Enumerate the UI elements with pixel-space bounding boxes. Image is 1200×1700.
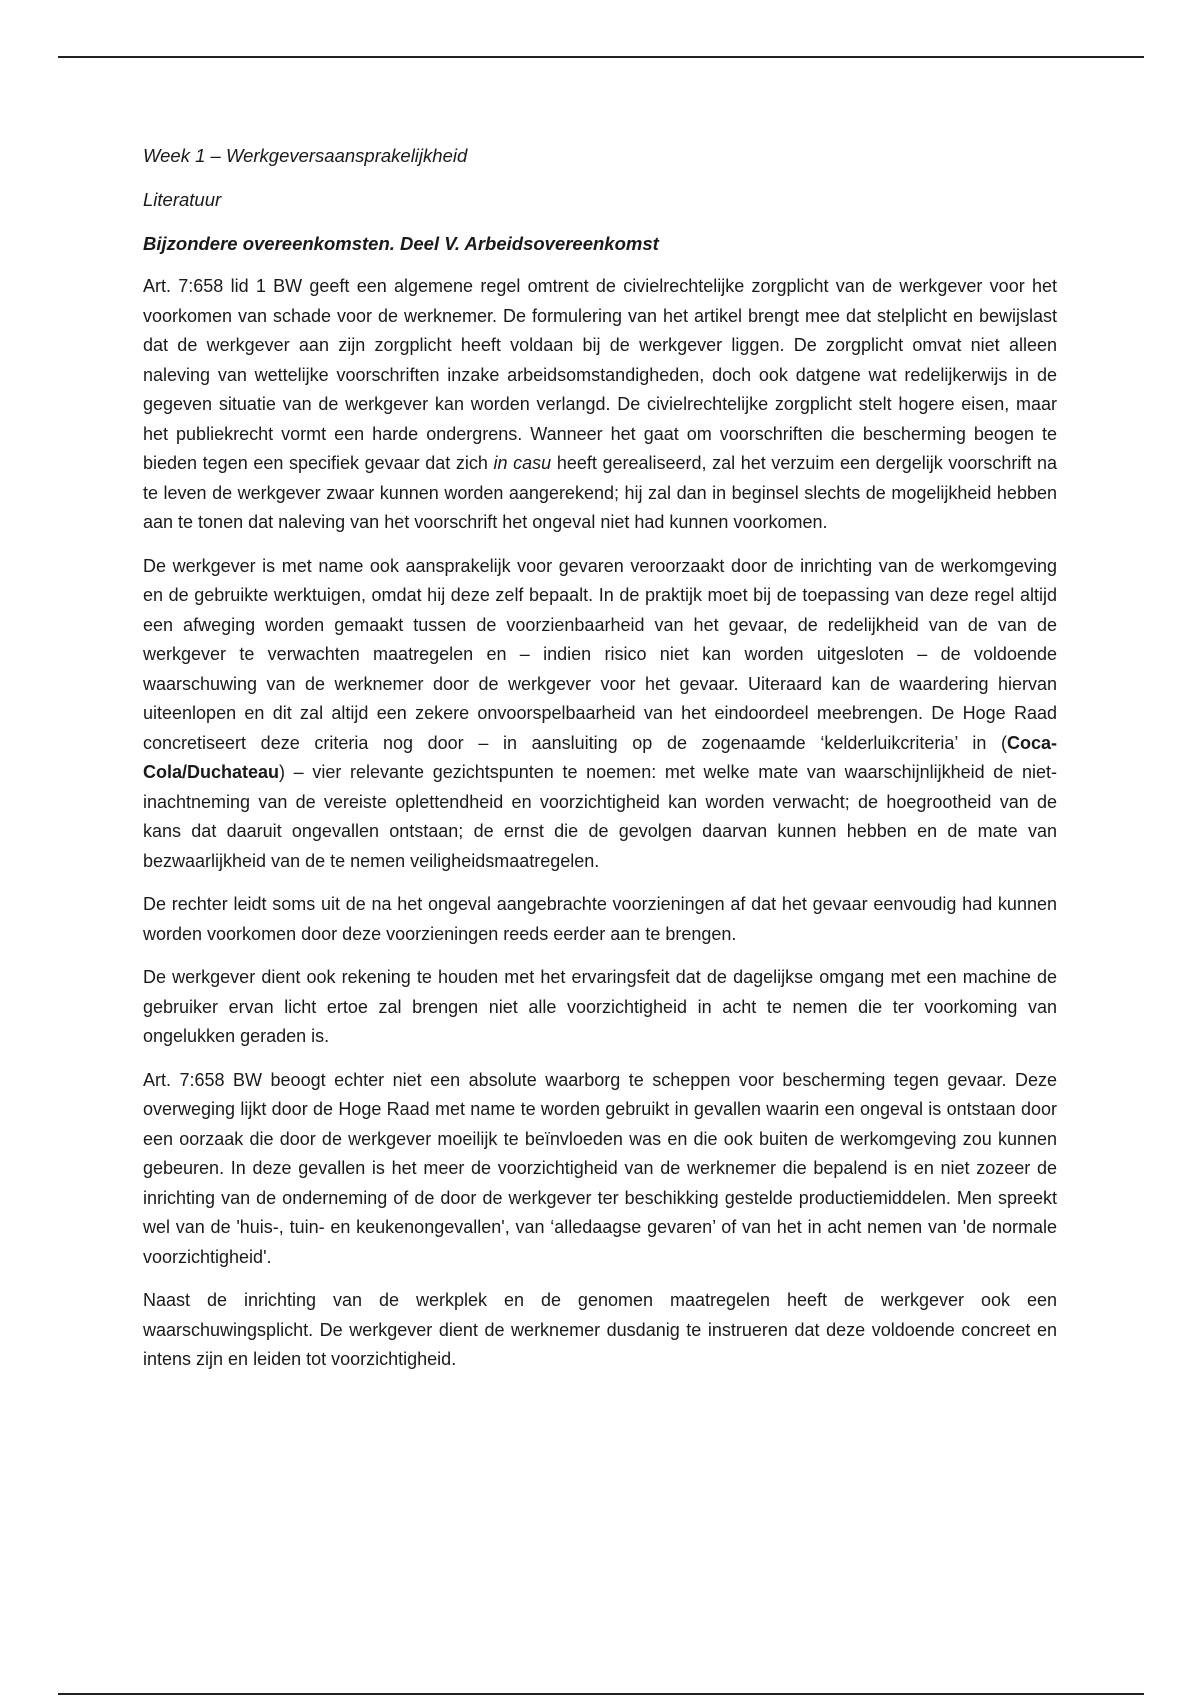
document-body: [143, 142, 1057, 1389]
paragraph-zorgplicht: [143, 272, 1057, 538]
paragraph-text: Art. 7:658 lid 1 BW geeft een algemene regel omtrent de civielrechtelijke zorgplicht van de werkgever voor het voorkomen van schade voor de werknemer. De formulering van het artikel brengt mee dat stelplicht en bewijslast dat de werkgever aan zijn zorgplicht heeft voldaan bij de werkgever liggen. De zorgplicht omvat niet alleen naleving van wettelijke voorschriften inzake arbeidsomstandigheden, doch ook datgene wat redelijkerwijs in de gegeven situatie van de werkgever kan worden verlangd. De civielrechtelijke zorgplicht stelt hogere eisen, maar het publiekrecht vormt een harde ondergrens. Wanneer het gaat om voorschriften die bescherming beogen te bieden tegen een specifiek gevaar dat zich: [143, 276, 1057, 473]
footer-rule: [58, 1693, 1144, 1695]
paragraph-waarborg: Art. 7:658 BW beoogt echter niet een absolute waarborg te scheppen voor bescherming tegen gevaar. Deze overweging lijkt door de Hoge Raad met name te worden gebruikt in gevallen waarin een ongeval is ontstaan door een oorzaak die door de werkgever moeilijk te beïnvloeden was en die ook buiten de werkomgeving zou kunnen gebeuren. In deze gevallen is het meer de voorzichtigheid van de werknemer die bepalend is en niet zozeer de inrichting van de onderneming of de door de werkgever ter beschikking gestelde productiemiddelen. Men spreekt wel van de 'huis-, tuin- en keukenongevallen', van ‘alledaagse gevaren’ of van het in acht nemen van 'de normale voorzichtigheid'.: [143, 1069, 1057, 1267]
literature-heading: Literatuur: [143, 189, 222, 210]
paragraph-ervaringsfeit: De werkgever dient ook rekening te houden met het ervaringsfeit dat de dagelijkse omgang met een machine de gebruiker ervan licht ertoe zal brengen niet alle voorzichtigheid in acht te nemen die ter voorkoming van ongelukken geraden is.: [143, 967, 1057, 1046]
paragraph-voorzieningen: De rechter leidt soms uit de na het ongeval aangebrachte voorzieningen af dat het gevaar eenvoudig had kunnen worden voorkomen door deze voorzieningen reeds eerder aan te brengen.: [143, 894, 1057, 944]
week-heading: Week 1 – Werkgeversaansprakelijkheid: [143, 145, 468, 166]
source-heading: Bijzondere overeenkomsten. Deel V. Arbeidsovereenkomst: [143, 233, 659, 254]
paragraph-text: heeft gerealiseerd, zal het verzuim een dergelijk voorschrift na te leven de werkgever zwaar kunnen worden aangerekend; hij zal dan in beginsel slechts de mogelijkheid hebben aan te tonen dat naleving van het voorschrift het ongeval niet had kunnen voorkomen.: [143, 453, 1057, 532]
header-rule: [58, 56, 1144, 58]
latin-term: in casu: [493, 453, 552, 473]
paragraph-waarschuwingsplicht: Naast de inrichting van de werkplek en de genomen maatregelen heeft de werkgever ook een waarschuwingsplicht. De werkgever dient de werknemer dusdanig te instrueren dat deze voldoende concreet en intens zijn en leiden tot voorzichtigheid.: [143, 1290, 1057, 1369]
paragraph-inrichting: [143, 552, 1057, 877]
case-name: Coca-Cola/Duchateau: [143, 732, 1057, 782]
paragraph-text: ) – vier relevante gezichtspunten te noemen: met welke mate van waarschijnlijkheid de niet-inachtneming van de vereiste oplettendheid en voorzichtigheid kan worden verwacht; de hoegrootheid van de kans dat daaruit ongevallen ontstaan; de ernst die de gevolgen daarvan kunnen hebben en de mate van bezwaarlijkheid van de te nemen veiligheidsmaatregelen.: [143, 762, 1057, 871]
paragraph-text: De werkgever is met name ook aansprakelijk voor gevaren veroorzaakt door de inrichting van de werkomgeving en de gebruikte werktuigen, omdat hij deze zelf bepaalt. In de praktijk moet bij de toepassing van deze regel altijd een afweging worden gemaakt tussen de voorzienbaarheid van het gevaar, de redelijkheid van de van de werkgever te verwachten maatregelen en – indien risico niet kan worden uitgesloten – de voldoende waarschuwing van de werknemer door de werkgever voor het gevaar. Uiteraard kan de waardering hiervan uiteenlopen en dit zal altijd een zekere onvoorspelbaarheid van het eindoordeel meebrengen. De Hoge Raad concretiseert deze criteria nog door – in aansluiting op de zogenaamde ‘kelderluikcriteria’ in (: [143, 555, 1057, 753]
